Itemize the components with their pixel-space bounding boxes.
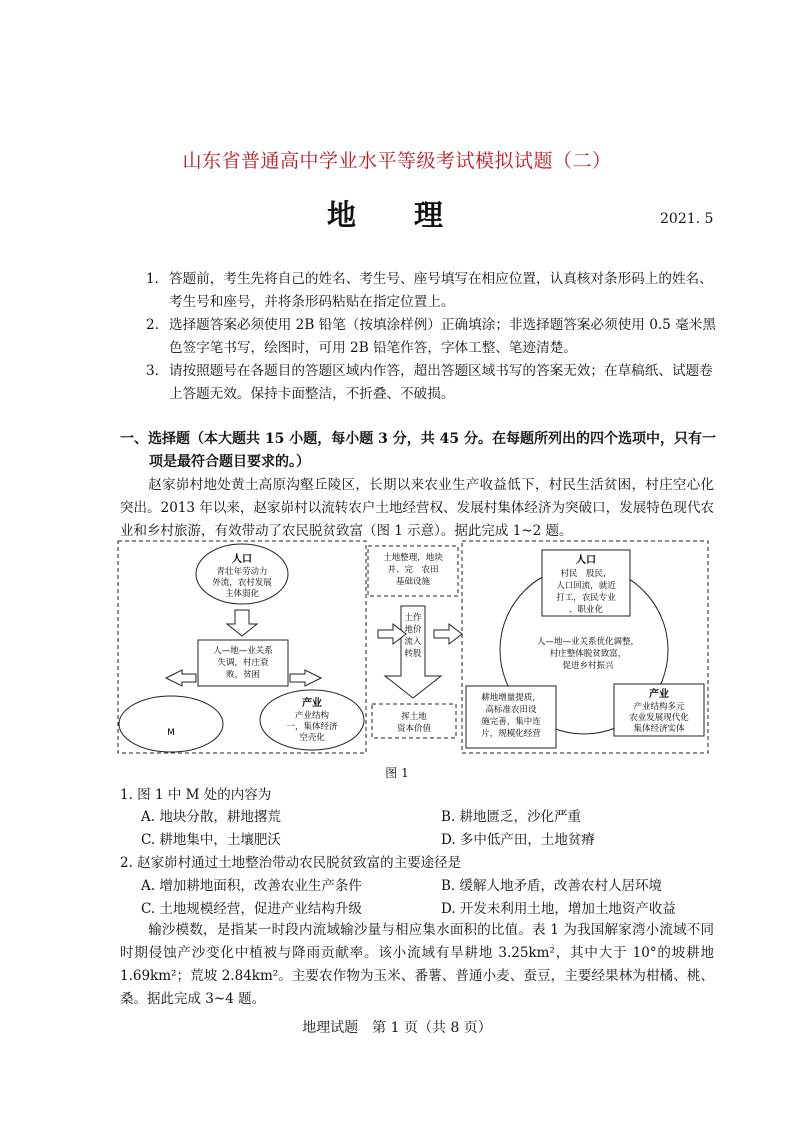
middle-top-line: 基础设施 <box>395 577 431 587</box>
middle-bottom-line: 挥土地 <box>401 712 427 722</box>
question-2-option-c: C. 土地规模经营，促进产业结构升级 <box>141 901 362 917</box>
exam-date: 2021. 5 <box>660 211 714 227</box>
left-population-line: 青壮年劳动力 <box>216 567 268 577</box>
middle-top-line: 并、完 农田 <box>387 565 439 575</box>
middle-arrow-line: 地价 <box>404 625 422 635</box>
left-industry-line: 产业结构 <box>294 711 330 721</box>
right-land-line: 耕地增量提质， <box>481 693 541 703</box>
notice-number: 2. <box>146 317 159 333</box>
middle-arrow-line: 转股 <box>404 649 422 659</box>
intro-paragraph-2 <box>120 919 714 1011</box>
notice-number: 3. <box>146 363 159 379</box>
subject-title: 地 理 <box>326 198 468 232</box>
right-land-line: 施完善，集中连 <box>481 717 541 727</box>
intro-paragraph-1 <box>120 474 714 543</box>
right-land-line: 片，规模化经营 <box>481 729 541 739</box>
notice-text: 答题前，考生先将自己的姓名、考生号、座号填写在相应位置，认真核对条形码上的姓名、考生号和座号，并将条形码粘贴在指定位置上。 <box>169 271 713 310</box>
intro-text-1: 赵家峁村地处黄土高原沟壑丘陵区，长期以来农业生产收益低下，村民生活贫困，村庄空心化突出。2013 年以来，赵家峁村以流转农户土地经营权、发展村集体经济为突破口，发展特色现代农业和乡村旅游，有效带动了农民脱贫致富（图 1 示意）。据此完成 1~2 题。 <box>120 477 714 539</box>
section-heading-line1: 一、选择题（本大题共 15 小题，每小题 3 分，共 45 分。在每题所列出的四个选项中，只有一 <box>120 431 716 447</box>
left-industry-line: 空壳化 <box>299 733 325 743</box>
left-industry-title: 产业 <box>302 698 322 709</box>
question-2-option-d: D. 开发未利用土地，增加土地资产收益 <box>441 901 676 917</box>
figure-1-diagram <box>116 538 712 756</box>
right-center-line: 促进乡村振兴 <box>562 661 614 671</box>
down-arrow-icon <box>227 610 257 636</box>
figure-caption: 图 1 <box>385 766 409 780</box>
right-population-line: 村民 股民， <box>560 569 612 579</box>
left-population-title: 人口 <box>232 554 252 565</box>
question-2-option-a: A. 增加耕地面积，改善农业生产条件 <box>141 878 362 894</box>
right-population-line: 打工，农民专业 <box>556 593 616 603</box>
left-center-line: 失调，村庄衰 <box>217 658 269 668</box>
m-ellipse <box>119 696 223 752</box>
notice-item <box>146 268 716 314</box>
question-2-stem: 2. 赵家峁村通过土地整治带动农民脱贫致富的主要途径是 <box>120 855 462 871</box>
section-heading <box>120 428 720 474</box>
right-population-title: 人口 <box>576 555 596 566</box>
section-heading-line2: 项是最符合题目要求的。） <box>149 454 310 470</box>
exam-title: 山东省普通高中学业水平等级考试模拟试题（二） <box>182 150 612 172</box>
middle-arrow-line: 流入 <box>404 637 422 647</box>
right-population-line: 、职业化 <box>568 605 604 615</box>
right-industry-title: 产业 <box>649 689 669 700</box>
left-pointing-arrow-icon <box>290 670 321 686</box>
question-1-option-b: B. 耕地匮乏，沙化严重 <box>441 809 582 825</box>
middle-top-line: 土地整理，地块 <box>383 553 443 563</box>
page-footer: 地理试题 第 1 页（共 8 页） <box>302 1020 492 1036</box>
right-pointing-arrow-icon <box>166 670 196 686</box>
notice-text: 选择题答案必须使用 2B 铅笔（按填涂样例）正确填涂；非选择题答案必须使用 0.5 毫米黑色签字笔书写，绘图时，可用 2B 铅笔作答，字体工整、笔迹清楚。 <box>169 317 716 356</box>
right-land-line: 高标准农田设 <box>485 705 537 715</box>
middle-bottom-line: 资本价值 <box>396 724 432 734</box>
right-industry-line: 产业结构多元 <box>633 702 685 712</box>
right-industry-line: 农业发展现代化 <box>629 713 689 723</box>
question-1-option-c: C. 耕地集中，土壤肥沃 <box>141 832 281 848</box>
question-1-stem: 1. 图 1 中 M 处的内容为 <box>120 787 272 803</box>
left-population-line: 外流，农村发展 <box>212 578 272 588</box>
left-industry-line: 一，集体经济 <box>286 722 338 732</box>
m-label: M <box>167 728 175 738</box>
notice-item <box>146 360 716 406</box>
left-center-line: 败，贫困 <box>225 670 261 680</box>
question-2-option-b: B. 缓解人地矛盾，改善农村人居环境 <box>441 878 663 894</box>
right-population-line: 人口回流，就近 <box>556 581 616 591</box>
right-center-line: 人—地—业关系优化调整， <box>536 637 640 647</box>
small-right-arrow-icon <box>434 624 462 644</box>
notice-text: 请按照题号在各题目的答题区域内作答，超出答题区域书写的答案无效；在草稿纸、试题卷上答题无效。保持卡面整洁，不折叠、不破损。 <box>169 363 713 402</box>
left-center-line: 人—地—业关系 <box>213 646 273 656</box>
question-1-option-d: D. 多中低产田，土地贫瘠 <box>441 832 595 848</box>
intro-text-2: 输沙模数，是指某一时段内流域输沙量与相应集水面积的比值。表 1 为我国解家湾小流域不同时期侵蚀产沙变化中植被与降雨贡献率。该小流域有旱耕地 3.25km²，其中大于 10°的坡耕地 1.69km²；荒坡 2.84km²。主要农作物为玉米、番薯、普通小麦、蚕豆，主要经果林为柑橘、桃、桑。据此完成 3~4 题。 <box>120 922 714 1007</box>
left-population-line: 主体弱化 <box>224 589 260 599</box>
right-industry-line: 集体经济实体 <box>633 724 685 734</box>
middle-arrow-line: 土作 <box>404 613 422 623</box>
right-center-line: 村庄整体脱贫致富， <box>549 649 627 659</box>
notice-item <box>146 314 716 360</box>
question-1-option-a: A. 地块分散，耕地撂荒 <box>141 809 281 825</box>
notice-number: 1. <box>146 271 159 287</box>
